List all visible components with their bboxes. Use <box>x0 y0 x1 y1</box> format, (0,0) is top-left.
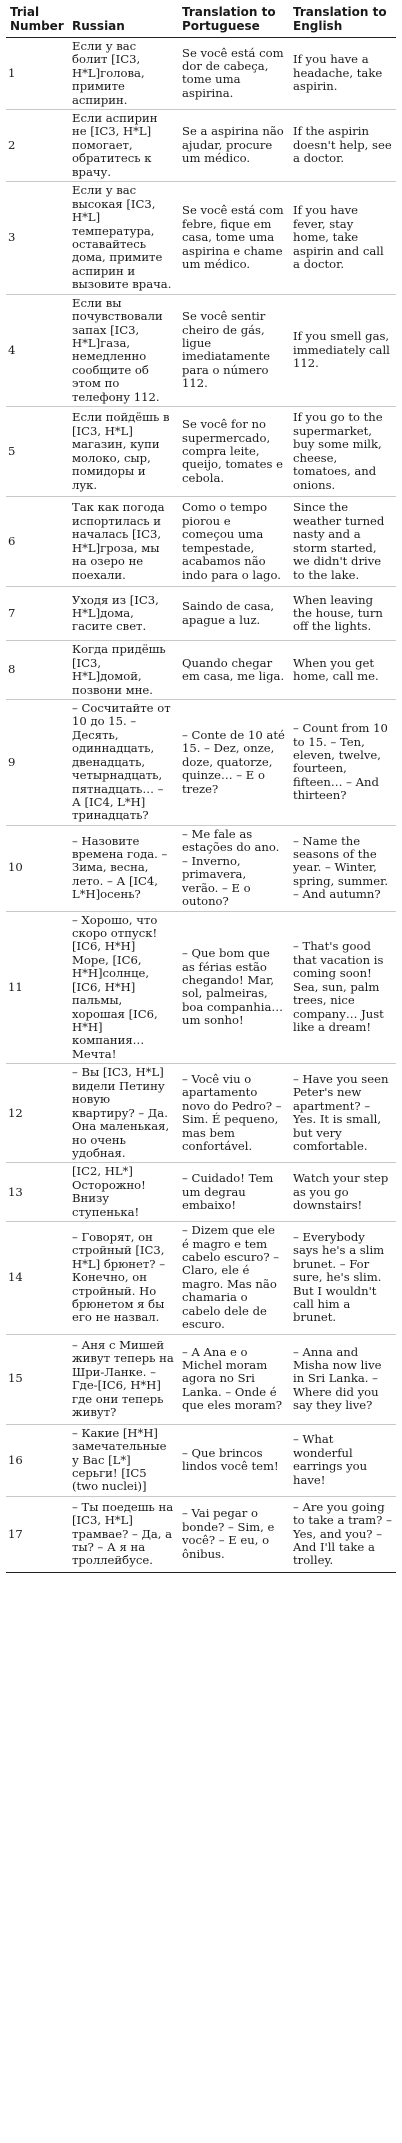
trial-number-cell: 7 <box>6 587 68 641</box>
english-cell: – That's good that vacation is coming soon! Sea, sun, palm trees, nice company… Just like a dream! <box>289 911 396 1064</box>
english-cell: If you go to the supermarket, buy some milk, cheese, tomatoes, and onions. <box>289 407 396 497</box>
russian-cell: Уходя из [IC3, H*L]дома, гасите свет. <box>68 587 178 641</box>
table-row <box>6 1424 396 1496</box>
header-english: Translation to English <box>289 4 396 37</box>
russian-cell: – Назовите времена года. – Зима, весна, лето. – А [IC4, L*H]осень? <box>68 825 178 911</box>
english-cell: If you smell gas, immediately call 112. <box>289 294 396 407</box>
table-row <box>6 699 396 825</box>
portuguese-cell: Se você está com febre, fique em casa, tome uma aspirina e chame um médico. <box>178 182 289 295</box>
trial-number-cell: 6 <box>6 497 68 587</box>
russian-cell: – Какие [H*H] замечательные у Вас [L*] серьги! [IC5 (two nuclei)] <box>68 1424 178 1496</box>
table-row <box>6 641 396 700</box>
portuguese-cell: – Que bom que as férias estão chegando! Mar, sol, palmeiras, boa companhia… um sonho! <box>178 911 289 1064</box>
trial-number-cell: 8 <box>6 641 68 700</box>
english-cell: – Count from 10 to 15. – Ten, eleven, twelve, fourteen, fifteen… – And thirteen? <box>289 699 396 825</box>
trials-table <box>6 4 396 1573</box>
russian-cell: Если вы почувствовали запах [IC3, H*L]газа, немедленно сообщите об этом по телефону 112. <box>68 294 178 407</box>
table-row <box>6 407 396 497</box>
table-row <box>6 37 396 109</box>
table-row <box>6 825 396 911</box>
english-cell: When you get home, call me. <box>289 641 396 700</box>
portuguese-cell: Se você está com dor de cabeça, tome uma aspirina. <box>178 37 289 109</box>
trial-number-cell: 3 <box>6 182 68 295</box>
english-cell: – Anna and Misha now live in Sri Lanka. – Where did you say they live? <box>289 1334 396 1424</box>
table-row <box>6 497 396 587</box>
trial-number-cell: 9 <box>6 699 68 825</box>
russian-cell: Если аспирин не [IC3, H*L] помогает, обратитесь к врачу. <box>68 110 178 182</box>
portuguese-cell: Se você sentir cheiro de gás, ligue imediatamente para o número 112. <box>178 294 289 407</box>
table-row <box>6 1334 396 1424</box>
header-row <box>6 4 396 37</box>
portuguese-cell: Se você for no supermercado, compra leite, queijo, tomates e cebola. <box>178 407 289 497</box>
english-cell: – Are you going to take a tram? – Yes, and you? – And I'll take a trolley. <box>289 1496 396 1572</box>
english-cell: – Everybody says he's a slim brunet. – For sure, he's slim. But I wouldn't call him a brunet. <box>289 1222 396 1335</box>
table-row <box>6 911 396 1064</box>
trial-number-cell: 5 <box>6 407 68 497</box>
russian-cell: Если пойдёшь в [IC3, H*L] магазин, купи молоко, сыр, помидоры и лук. <box>68 407 178 497</box>
english-cell: If you have a headache, take aspirin. <box>289 37 396 109</box>
portuguese-cell: Saindo de casa, apague a luz. <box>178 587 289 641</box>
english-cell: If you have fever, stay home, take aspirin and call a doctor. <box>289 182 396 295</box>
russian-cell: – Хорошо, что скоро отпуск! [IC6, H*H] Море, [IC6, H*H]солнце, [IC6, H*H] пальмы, хорошая [IC6, H*H] компания… Мечта! <box>68 911 178 1064</box>
portuguese-cell: – Conte de 10 até 15. – Dez, onze, doze, quatorze, quinze… – E o treze? <box>178 699 289 825</box>
portuguese-cell: – Que brincos lindos você tem! <box>178 1424 289 1496</box>
english-cell: – Name the seasons of the year. – Winter, spring, summer. – And autumn? <box>289 825 396 911</box>
trial-number-cell: 15 <box>6 1334 68 1424</box>
russian-cell: Когда придёшь [IC3, H*L]домой, позвони мне. <box>68 641 178 700</box>
table-header <box>6 4 396 37</box>
header-russian: Russian <box>68 4 178 37</box>
english-cell: When leaving the house, turn off the lights. <box>289 587 396 641</box>
portuguese-cell: – Vai pegar o bonde? – Sim, e você? – E eu, o ônibus. <box>178 1496 289 1572</box>
table-row <box>6 587 396 641</box>
portuguese-cell: – Dizem que ele é magro e tem cabelo escuro? – Claro, ele é magro. Mas não chamaria o cabelo dele de escuro. <box>178 1222 289 1335</box>
header-trial-number: Trial Number <box>6 4 68 37</box>
portuguese-cell: – Você viu o apartamento novo do Pedro? – Sim. É pequeno, mas bem confortável. <box>178 1064 289 1163</box>
table-row <box>6 182 396 295</box>
trial-number-cell: 12 <box>6 1064 68 1163</box>
table-row <box>6 1163 396 1222</box>
portuguese-cell: Quando chegar em casa, me liga. <box>178 641 289 700</box>
portuguese-cell: Como o tempo piorou e começou uma tempestade, acabamos não indo para o lago. <box>178 497 289 587</box>
english-cell: – Have you seen Peter's new apartment? – Yes. It is small, but very comfortable. <box>289 1064 396 1163</box>
english-cell: Since the weather turned nasty and a storm started, we didn't drive to the lake. <box>289 497 396 587</box>
trial-number-cell: 10 <box>6 825 68 911</box>
russian-cell: – Говорят, он стройный [IC3, H*L] брюнет? – Конечно, он стройный. Но брюнетом я бы его не назвал. <box>68 1222 178 1335</box>
english-cell: Watch your step as you go downstairs! <box>289 1163 396 1222</box>
portuguese-cell: – Cuidado! Tem um degrau embaixo! <box>178 1163 289 1222</box>
header-portuguese: Translation to Portuguese <box>178 4 289 37</box>
trial-number-cell: 16 <box>6 1424 68 1496</box>
russian-cell: – Вы [IC3, H*L] видели Петину новую квартиру? – Да. Она маленькая, но очень удобная. <box>68 1064 178 1163</box>
russian-cell: Если у вас высокая [IC3, H*L] температура, оставайтесь дома, примите аспирин и вызовите врача. <box>68 182 178 295</box>
russian-cell: [IC2, HL*] Осторожно! Внизу ступенька! <box>68 1163 178 1222</box>
portuguese-cell: Se a aspirina não ajudar, procure um médico. <box>178 110 289 182</box>
trial-number-cell: 11 <box>6 911 68 1064</box>
trial-number-cell: 17 <box>6 1496 68 1572</box>
trial-number-cell: 4 <box>6 294 68 407</box>
russian-cell: Так как погода испортилась и началась [IC3, H*L]гроза, мы на озеро не поехали. <box>68 497 178 587</box>
russian-cell: – Ты поедешь на [IC3, H*L] трамвае? – Да, а ты? – А я на троллейбусе. <box>68 1496 178 1572</box>
table-body <box>6 37 396 1572</box>
russian-cell: – Аня с Мишей живут теперь на Шри-Ланке. – Где-[IC6, H*H] где они теперь живут? <box>68 1334 178 1424</box>
portuguese-cell: – Me fale as estações do ano. – Inverno, primavera, verão. – E o outono? <box>178 825 289 911</box>
trial-number-cell: 1 <box>6 37 68 109</box>
table-row <box>6 1222 396 1335</box>
english-cell: – What wonderful earrings you have! <box>289 1424 396 1496</box>
table-row <box>6 1496 396 1572</box>
trial-number-cell: 14 <box>6 1222 68 1335</box>
portuguese-cell: – A Ana e o Michel moram agora no Sri Lanka. – Onde é que eles moram? <box>178 1334 289 1424</box>
russian-cell: Если у вас болит [IC3, H*L]голова, примите аспирин. <box>68 37 178 109</box>
russian-cell: – Сосчитайте от 10 до 15. – Десять, одиннадцать, двенадцать, четырнадцать, пятнадцать… – А [IC4, L*H] тринадцать? <box>68 699 178 825</box>
trial-number-cell: 2 <box>6 110 68 182</box>
table-row <box>6 294 396 407</box>
table-row <box>6 1064 396 1163</box>
english-cell: If the aspirin doesn't help, see a doctor. <box>289 110 396 182</box>
table-row <box>6 110 396 182</box>
trial-number-cell: 13 <box>6 1163 68 1222</box>
